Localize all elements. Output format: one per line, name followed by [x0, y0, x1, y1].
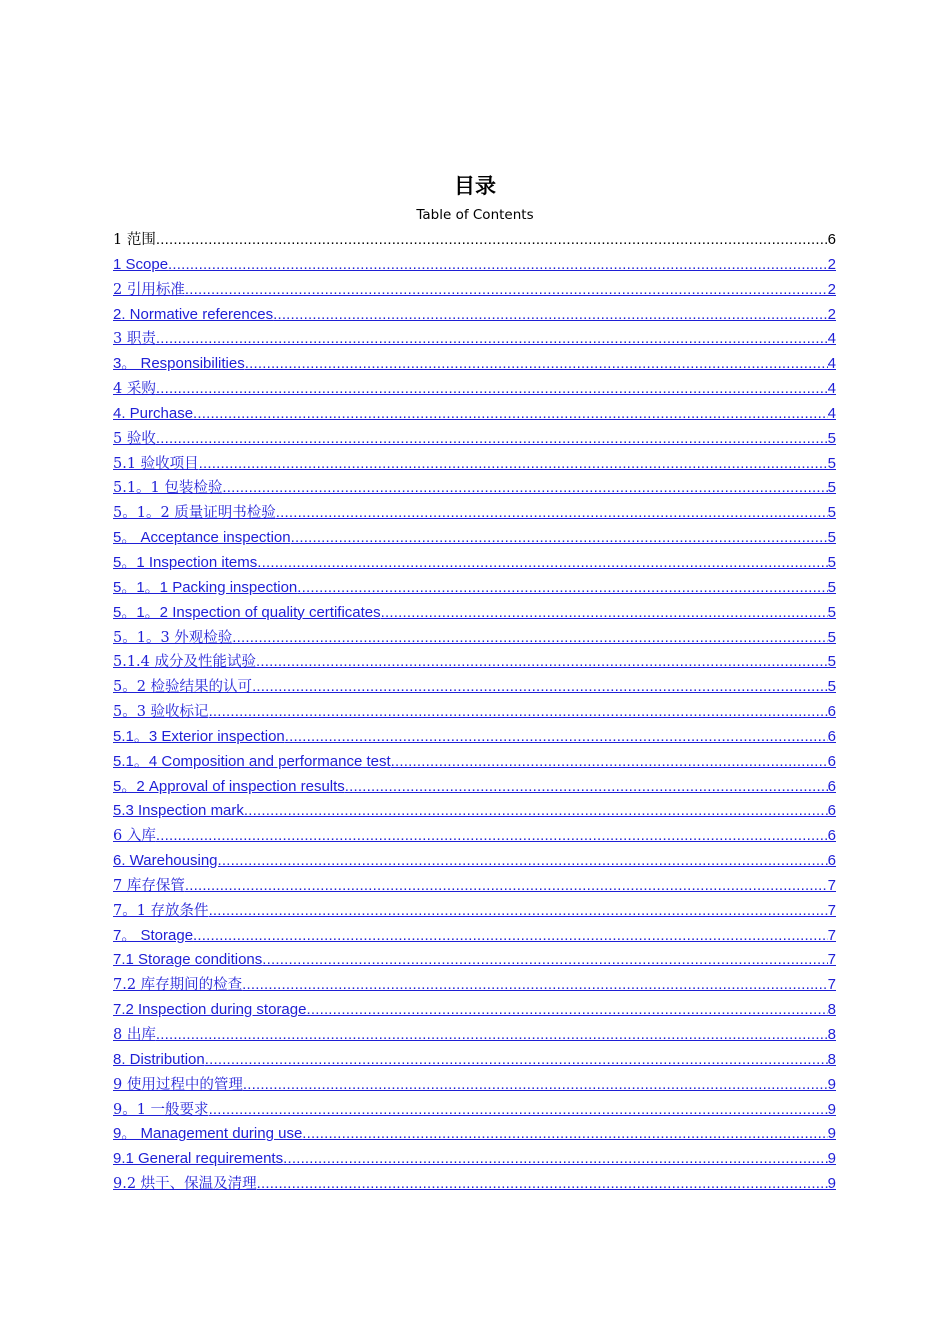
- toc-entry-label: 5。2 Approval of inspection results: [113, 777, 345, 795]
- toc-dot-leader: [256, 650, 828, 675]
- toc-dot-leader: [291, 526, 828, 551]
- toc-entry-label: 5。1。1 Packing inspection: [113, 578, 298, 596]
- toc-page-number: 5: [827, 678, 836, 696]
- toc-entry[interactable]: [113, 253, 836, 278]
- toc-entry[interactable]: [113, 352, 836, 377]
- toc-entry[interactable]: [113, 303, 836, 328]
- toc-entry-label: 5.1。1 包装检验: [113, 480, 223, 497]
- toc-dot-leader: [193, 402, 828, 427]
- toc-entry-label: 7。 Storage: [113, 926, 194, 944]
- toc-dot-leader: [243, 1073, 828, 1098]
- toc-entry-label: 6. Warehousing: [113, 852, 218, 870]
- toc-dot-leader: [306, 998, 827, 1023]
- table-of-contents: [113, 228, 836, 1197]
- toc-entry-label: 5.3 Inspection mark: [113, 802, 244, 820]
- toc-entry[interactable]: [113, 278, 836, 303]
- toc-dot-leader: [156, 1023, 828, 1048]
- toc-dot-leader: [381, 601, 828, 626]
- toc-page-number: 4: [827, 404, 836, 422]
- toc-page-number: 5: [827, 429, 836, 447]
- toc-entry[interactable]: [113, 377, 836, 402]
- toc-dot-leader: [302, 1122, 827, 1147]
- toc-entry-label: 5.1。4 Composition and performance test: [113, 752, 391, 770]
- toc-dot-leader: [273, 303, 828, 328]
- toc-page-number: 6: [827, 802, 836, 820]
- toc-entry[interactable]: [113, 526, 836, 551]
- toc-page-number: 5: [827, 603, 836, 621]
- toc-dot-leader: [232, 626, 827, 651]
- toc-dot-leader: [257, 551, 827, 576]
- toc-dot-leader: [276, 501, 828, 526]
- toc-page-number: 4: [827, 330, 836, 348]
- toc-page-number: 6: [827, 852, 836, 870]
- toc-page-number: 5: [827, 529, 836, 547]
- toc-entry-label: 7.2 库存期间的检查: [113, 977, 243, 994]
- toc-dot-leader: [222, 476, 827, 501]
- toc-dot-leader: [185, 874, 828, 899]
- toc-entry-label: 5。 Acceptance inspection: [113, 529, 291, 547]
- toc-entry[interactable]: [113, 402, 836, 427]
- toc-entry-label: 9 使用过程中的管理: [113, 1076, 243, 1093]
- toc-dot-leader: [257, 1172, 828, 1197]
- toc-dot-leader: [209, 1098, 828, 1123]
- toc-page-number: 6: [827, 752, 836, 770]
- toc-entry[interactable]: [113, 601, 836, 626]
- toc-dot-leader: [156, 377, 828, 402]
- toc-entry-label: 5。3 验收标记: [113, 704, 209, 721]
- toc-entry-label: 9。1 一般要求: [113, 1101, 209, 1118]
- toc-dot-leader: [156, 824, 828, 849]
- toc-page-number: 2: [827, 280, 836, 298]
- toc-dot-leader: [156, 427, 828, 452]
- toc-page-number: 5: [827, 454, 836, 472]
- toc-dot-leader: [262, 948, 827, 973]
- toc-entry-label: 1 Scope: [113, 255, 169, 273]
- toc-entry[interactable]: [113, 799, 836, 824]
- toc-entry-label: 5 验收: [113, 430, 156, 447]
- toc-page-number: 2: [827, 305, 836, 323]
- toc-page-number: 5: [827, 578, 836, 596]
- toc-page-number: 7: [827, 951, 836, 969]
- toc-entry[interactable]: [113, 849, 836, 874]
- toc-entry-label: 5。1。2 Inspection of quality certificates: [113, 603, 381, 621]
- toc-entry[interactable]: [113, 775, 836, 800]
- toc-entry-label: 9.1 General requirements: [113, 1150, 284, 1168]
- toc-entry[interactable]: [113, 476, 836, 501]
- toc-page-number: 4: [827, 380, 836, 398]
- toc-entry[interactable]: [113, 1023, 836, 1048]
- toc-dot-leader: [345, 775, 828, 800]
- toc-page-number: 9: [827, 1175, 836, 1193]
- toc-entry-label: 7 库存保管: [113, 877, 185, 894]
- toc-entry-label: 5。1。3 外观检验: [113, 629, 233, 646]
- toc-entry-label: 5.1 验收项目: [113, 455, 199, 472]
- toc-entry[interactable]: [113, 650, 836, 675]
- toc-dot-leader: [185, 278, 828, 303]
- toc-entry[interactable]: [113, 948, 836, 973]
- toc-page-number: 5: [827, 628, 836, 646]
- toc-entry[interactable]: [113, 452, 836, 477]
- toc-entry-label: 5。2 检验结果的认可: [113, 679, 253, 696]
- toc-entry-label: 4. Purchase: [113, 404, 194, 422]
- toc-page-number: 9: [827, 1125, 836, 1143]
- toc-page-number: 7: [827, 901, 836, 919]
- toc-page-number: 6: [827, 777, 836, 795]
- toc-dot-leader: [391, 750, 828, 775]
- toc-page-number: 8: [827, 1026, 836, 1043]
- toc-dot-leader: [209, 700, 828, 725]
- toc-entry-label: 8 出库: [113, 1027, 156, 1043]
- toc-page-number: 5: [827, 653, 836, 671]
- toc-entry-label: 7.2 Inspection during storage: [113, 1001, 307, 1019]
- toc-dot-leader: [156, 327, 828, 352]
- toc-entry[interactable]: [113, 1048, 836, 1073]
- toc-dot-leader: [242, 973, 827, 998]
- toc-entry-label: 1 范围: [113, 232, 156, 248]
- toc-dot-leader: [168, 253, 828, 278]
- toc-page-number: 8: [827, 1001, 836, 1019]
- toc-entry[interactable]: [113, 874, 836, 899]
- toc-entry[interactable]: [113, 924, 836, 949]
- toc-entry[interactable]: [113, 899, 836, 924]
- toc-entry-label: 3 职责: [113, 331, 156, 348]
- toc-entry-label: 2 引用标准: [113, 281, 185, 298]
- toc-page-number: 6: [827, 231, 836, 248]
- toc-page-number: 9: [827, 1075, 836, 1093]
- toc-page-number: 7: [827, 876, 836, 894]
- toc-page-number: 5: [827, 504, 836, 522]
- toc-entry-label: 7。1 存放条件: [113, 902, 209, 919]
- toc-entry-label: 3。 Responsibilities: [113, 355, 245, 373]
- page-subtitle: Table of Contents: [416, 207, 534, 223]
- toc-page-number: 9: [827, 1100, 836, 1118]
- toc-entry-label: 9。 Management during use: [113, 1125, 303, 1143]
- toc-dot-leader: [193, 924, 828, 949]
- toc-page-number: 9: [827, 1150, 836, 1168]
- toc-dot-leader: [285, 725, 828, 750]
- toc-entry: [113, 228, 836, 253]
- toc-page-number: 7: [827, 926, 836, 944]
- toc-dot-leader: [297, 576, 827, 601]
- toc-entry-label: 4 采购: [113, 381, 156, 398]
- toc-page-number: 6: [827, 827, 836, 845]
- toc-dot-leader: [244, 799, 828, 824]
- toc-page-number: 8: [827, 1050, 836, 1068]
- toc-dot-leader: [205, 1048, 828, 1073]
- toc-entry[interactable]: [113, 1122, 836, 1147]
- toc-page-number: 6: [827, 703, 836, 721]
- toc-dot-leader: [218, 849, 828, 874]
- page-title: 目录: [454, 174, 496, 198]
- toc-dot-leader: [199, 452, 828, 477]
- toc-entry[interactable]: [113, 626, 836, 651]
- toc-entry[interactable]: [113, 725, 836, 750]
- toc-dot-leader: [283, 1147, 828, 1172]
- toc-entry-label: 5。1。2 质量证明书检验: [113, 505, 276, 522]
- toc-entry-label: 2. Normative references: [113, 305, 274, 323]
- toc-entry-label: 8. Distribution: [113, 1050, 205, 1068]
- toc-entry[interactable]: [113, 750, 836, 775]
- toc-entry[interactable]: [113, 1172, 836, 1197]
- toc-dot-leader: [209, 899, 828, 924]
- toc-entry-label: 7.1 Storage conditions: [113, 951, 263, 969]
- toc-page-number: 4: [827, 355, 836, 373]
- toc-dot-leader: [245, 352, 828, 377]
- toc-dot-leader: [252, 675, 828, 700]
- toc-entry-label: 9.2 烘干、保温及清理: [113, 1176, 257, 1193]
- toc-dot-leader: [156, 228, 828, 253]
- toc-entry[interactable]: [113, 700, 836, 725]
- toc-entry-label: 5.1。3 Exterior inspection: [113, 727, 285, 745]
- toc-entry[interactable]: [113, 576, 836, 601]
- toc-entry[interactable]: [113, 327, 836, 352]
- toc-entry[interactable]: [113, 1098, 836, 1123]
- toc-entry[interactable]: [113, 501, 836, 526]
- toc-entry[interactable]: [113, 1073, 836, 1098]
- toc-entry[interactable]: [113, 824, 836, 849]
- toc-entry[interactable]: [113, 1147, 836, 1172]
- toc-page-number: 2: [827, 255, 836, 273]
- toc-entry-label: 6 入库: [113, 828, 156, 845]
- toc-page-number: 5: [827, 479, 836, 497]
- toc-entry[interactable]: [113, 973, 836, 998]
- toc-entry[interactable]: [113, 998, 836, 1023]
- toc-entry-label: 5。1 Inspection items: [113, 553, 258, 571]
- toc-entry[interactable]: [113, 427, 836, 452]
- toc-page-number: 7: [827, 976, 836, 994]
- toc-entry-label: 5.1.4 成分及性能试验: [113, 654, 257, 671]
- toc-page-number: 5: [827, 553, 836, 571]
- toc-entry[interactable]: [113, 551, 836, 576]
- toc-page-number: 6: [827, 727, 836, 745]
- toc-entry[interactable]: [113, 675, 836, 700]
